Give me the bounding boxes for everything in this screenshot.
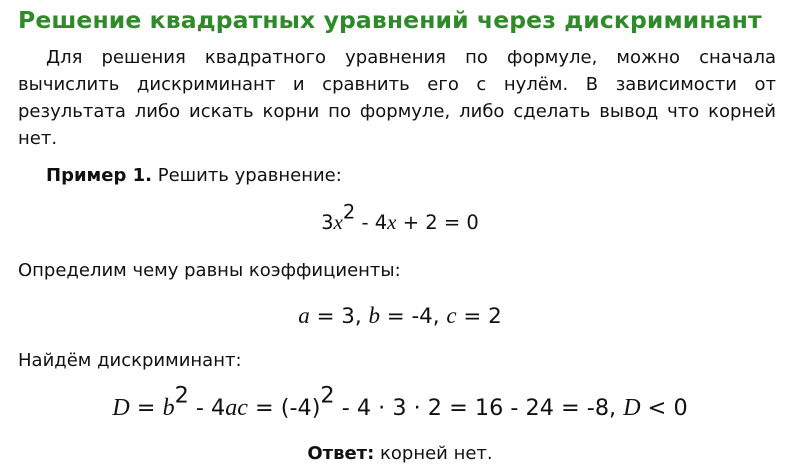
equation-rest2: + 2 = 0	[396, 211, 479, 234]
intro-paragraph: Для решения квадратного уравнения по формуле, можно сначала вычислить дискриминант и сравнить его с нулём. В зависимости от результата либо искать корни по формуле, либо сделать вывод что корней нет.	[18, 47, 776, 149]
coef-a-value: = 3,	[309, 304, 369, 329]
disc-calc: - 4 · 3 · 2 = 16 - 24 = -8,	[334, 395, 624, 421]
disc-ac: ac	[225, 395, 248, 421]
disc-power2: 2	[320, 382, 335, 409]
answer-label: Ответ:	[307, 443, 375, 464]
equation-rest1: - 4	[355, 211, 388, 234]
coef-a: a	[298, 303, 310, 328]
coef-b: b	[368, 303, 380, 328]
coefficients-intro: Определим чему равны коэффициенты:	[18, 260, 401, 281]
disc-D: D	[112, 395, 130, 421]
disc-D2: D	[623, 395, 641, 421]
equation-power: 2	[342, 200, 356, 224]
disc-b: b	[162, 395, 175, 421]
disc-eq2: = (-4)	[247, 395, 321, 421]
answer	[18, 440, 782, 467]
answer-text: корней нет.	[374, 443, 493, 464]
example-text: Решить уравнение:	[152, 165, 342, 186]
equation-var: x	[333, 210, 343, 234]
disc-minus4: - 4	[188, 395, 226, 421]
page-title: Решение квадратных уравнений через дискриминант	[18, 6, 762, 34]
coef-b-value: = -4,	[379, 304, 447, 329]
disc-power: 2	[174, 382, 189, 409]
discriminant-intro: Найдём дискриминант:	[18, 350, 242, 371]
disc-eq: =	[129, 395, 163, 421]
equation-coef: 3	[321, 211, 334, 234]
example-label: Пример 1.	[46, 165, 152, 186]
example-heading	[46, 162, 342, 189]
coefficients-formula	[18, 301, 782, 332]
coef-c: c	[446, 303, 457, 328]
equation-formula	[18, 200, 782, 237]
discriminant-formula	[18, 382, 782, 424]
coef-c-value: = 2	[456, 304, 502, 329]
equation-var-2: x	[387, 210, 397, 234]
disc-lt: < 0	[640, 395, 688, 421]
